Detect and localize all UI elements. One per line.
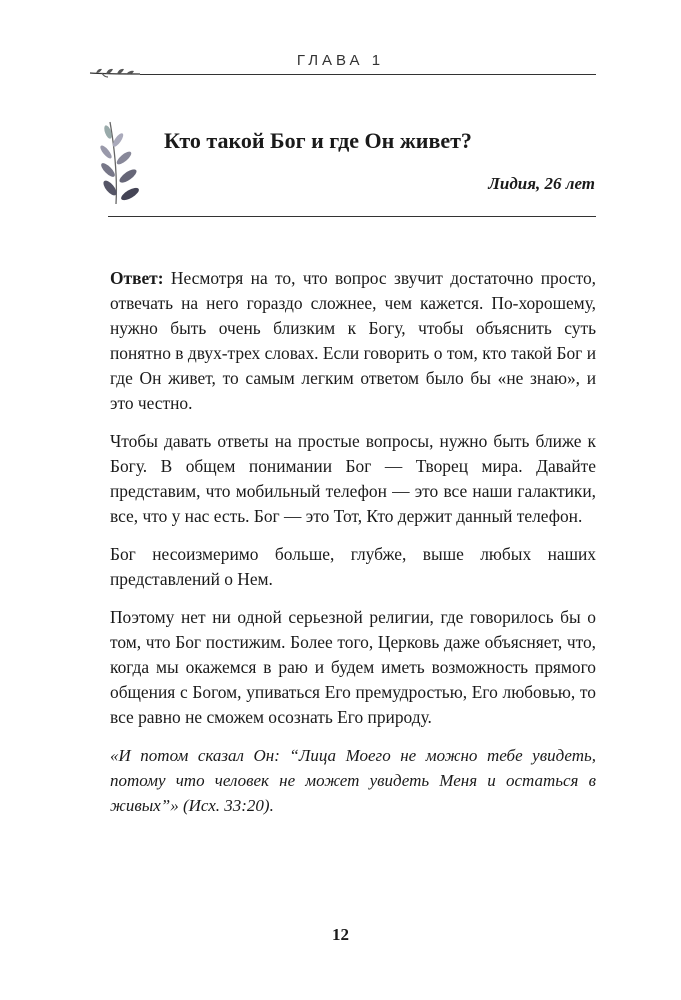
page-title: Кто такой Бог и где Он живет? xyxy=(164,128,472,153)
header-rule xyxy=(140,74,596,75)
scripture-quote: «И потом сказал Он: “Лица Моего не можно тебе увидеть, потому что человек не может увидеть Меня и остаться в живых”» (Исх. 33:20). xyxy=(110,746,596,815)
paragraph-4: Поэтому нет ни одной серьезной религии, где говорилось бы о том, что Бог постижим. Более того, Церковь даже объясняет, что, когда мы окажемся в раю и будем иметь возможность прямого общения с Богом, упиваться Его премудростью, Его любовью, то все равно не сможем осознать Его природу. xyxy=(110,607,596,727)
chapter-heading: ГЛАВА 1 xyxy=(296,52,385,69)
answer-label: Ответ: xyxy=(110,268,164,288)
paragraph-1-text: Несмотря на то, что вопрос звучит достаточно просто, отвечать на него гораздо сложнее, чем кажется. По-хорошему, нужно быть очень близким к Богу, чтобы объяснить суть понятно в двух-трех словах. Если говорить о том, кто такой Бог и где Он живет, то самым легким ответом было бы «не знаю», и это честно. xyxy=(110,268,596,413)
main-text xyxy=(110,266,596,831)
paragraph-1 xyxy=(110,266,596,416)
sprig-ornament-icon xyxy=(88,64,144,80)
question-author: Лидия, 26 лет xyxy=(488,174,595,193)
leaf-branch-icon xyxy=(100,118,146,206)
page-number: 12 xyxy=(332,925,349,944)
paragraph-2: Чтобы давать ответы на простые вопросы, нужно быть ближе к Богу. В общем понимании Бог — Творец мира. Давайте представим, что мобильный телефон — это все наши галактики, все, что у нас есть. Бог — это Тот, Кто держит данный телефон. xyxy=(110,431,596,526)
title-rule xyxy=(108,216,596,217)
paragraph-3: Бог несоизмеримо больше, глубже, выше любых наших представлений о Нем. xyxy=(110,544,596,589)
